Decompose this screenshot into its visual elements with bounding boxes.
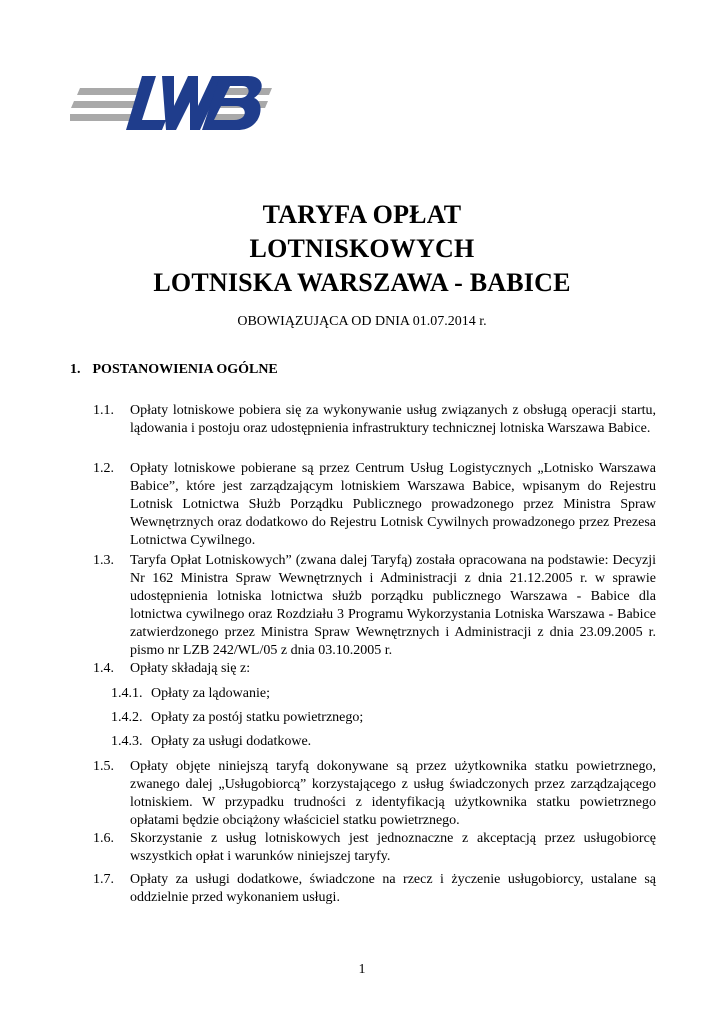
paragraph-number: 1.5. (93, 759, 114, 774)
section-number: 1. (70, 362, 81, 377)
paragraph-text: Skorzystanie z usług lotniskowych jest jednoznaczne z akceptacją przez usługobiorcę wszystkich opłat i warunków niniejszej taryfy. (130, 831, 656, 864)
paragraph-number: 1.3. (93, 553, 114, 568)
paragraph-1-7 (93, 871, 656, 907)
list-item (111, 709, 363, 727)
paragraph-text: Opłaty lotniskowe pobierane są przez Centrum Usług Logistycznych „Lotnisko Warszawa Babice”, które jest zarządzającym lotniskiem Warszawa Babice, wpisanym do Rejestru Lotnisk Lotnictwa Służb Porządku Publicznego prowadzonego przez Ministra Spraw Wewnętrznych oraz dodatkowo do Rejestru Lotnisk Cywilnych prowadzonego przez Prezesa Lotnictwa Cywilnego. (130, 461, 656, 548)
logo-graphic (70, 72, 275, 134)
list-item-text: Opłaty za usługi dodatkowe. (151, 734, 312, 749)
paragraph-text: Taryfa Opłat Lotniskowych” (zwana dalej Taryfą) została opracowana na podstawie: Decyzji Nr 162 Ministra Spraw Wewnętrznych i Administracji z dnia 21.12.2005 r. w sprawie udostępnienia lotniska lotnictwa służb porządku publicznego Warszawa - Babice dla lotnictwa cywilnego oraz Rozdziału 3 Programu Wykorzystania Lotniska Warszawa - Babice zatwierdzonego przez Ministra Spraw Wewnętrznych i Administracji z dnia 23.09.2005 r. pismo nr LZB 242/WL/05 z dnia 03.10.2005 r. (130, 553, 656, 658)
title-line-2: LOTNISKOWYCH (249, 234, 475, 263)
paragraph-1-3 (93, 552, 656, 660)
paragraph-1-4 (93, 660, 656, 678)
paragraph-text: Opłaty lotniskowe pobiera się za wykonywanie usług związanych z obsługą operacji startu, lądowania i postoju oraz udostępnienia infrastruktury technicznej lotniska Warszawa Babice. (130, 403, 656, 436)
paragraph-number: 1.2. (93, 461, 114, 476)
list-item-number: 1.4.1. (111, 686, 143, 701)
paragraph-number: 1.1. (93, 403, 114, 418)
list-item-text: Opłaty za postój statku powietrznego; (151, 710, 364, 725)
paragraph-text: Opłaty objęte niniejszą taryfą dokonywane są przez użytkownika statku powietrznego, zwanego dalej „Usługobiorcą” korzystającego z usług świadczonych przez zarządzającego lotniskiem. W przypadku trudności z identyfikacją użytkownika statku powietrznego opłatami będzie obciążony właściciel statku powietrznego. (130, 759, 656, 828)
logo-letters (126, 76, 262, 130)
paragraph-text: Opłaty za usługi dodatkowe, świadczone na rzecz i życzenie usługobiorcy, ustalane są oddzielnie przed wykonaniem usługi. (130, 872, 656, 905)
section-heading (70, 362, 278, 378)
list-item-text: Opłaty za lądowanie; (151, 686, 270, 701)
effective-date: OBOWIĄZUJĄCA OD DNIA 01.07.2014 r. (237, 314, 487, 329)
company-logo (70, 72, 275, 134)
document-title (0, 198, 724, 300)
paragraph-number: 1.4. (93, 661, 114, 676)
title-line-3: LOTNISKA WARSZAWA - BABICE (153, 268, 571, 297)
list-item (111, 685, 270, 703)
title-line-1: TARYFA OPŁAT (262, 200, 462, 229)
page-number: 1 (358, 962, 366, 977)
paragraph-1-5 (93, 758, 656, 830)
paragraph-1-6 (93, 830, 656, 866)
paragraph-1-2 (93, 460, 656, 550)
paragraph-number: 1.7. (93, 872, 114, 887)
section-title: POSTANOWIENIA OGÓLNE (92, 362, 278, 377)
list-item (111, 733, 311, 751)
list-item-number: 1.4.2. (111, 710, 143, 725)
paragraph-text: Opłaty składają się z: (130, 661, 251, 676)
list-item-number: 1.4.3. (111, 734, 143, 749)
paragraph-number: 1.6. (93, 831, 114, 846)
paragraph-1-1 (93, 402, 656, 438)
